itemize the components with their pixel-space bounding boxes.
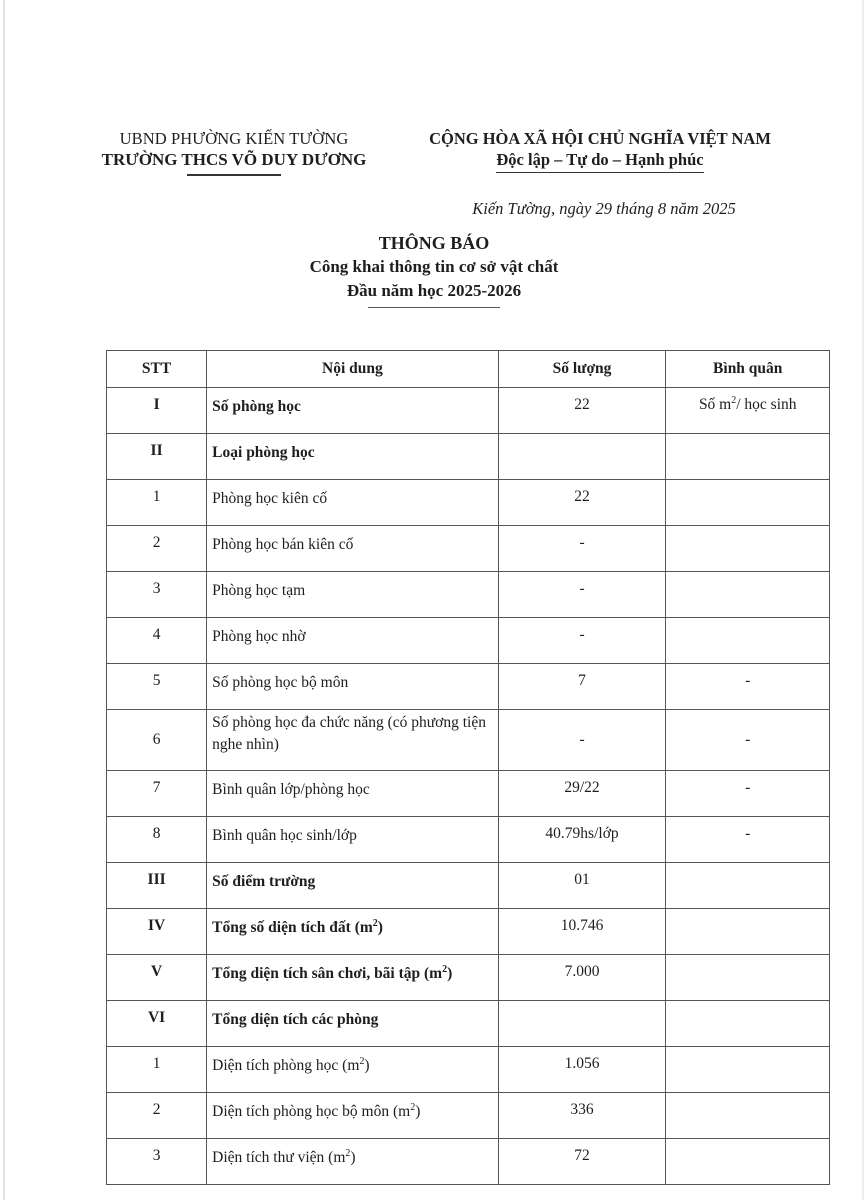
cell-content [207,1001,498,1047]
content-text: Bình quân lớp/phòng học [212,781,370,798]
cell-stt [107,955,207,1001]
cell-stt [107,817,207,863]
cell-quantity [498,1047,666,1093]
school-year: Đầu năm học 2025-2026 [346,281,522,300]
cell-stt [107,480,207,526]
title-underline [368,307,500,308]
unit-superscript: 2 [731,394,737,406]
cell-quantity [498,909,666,955]
stt-text: V [150,963,163,980]
stt-text: 4 [152,626,161,643]
table-row [107,909,830,955]
table-header-row [107,351,830,388]
cell-quantity [498,388,666,434]
cell-content [207,955,498,1001]
cell-stt [107,710,207,771]
table-row [107,1093,830,1139]
cell-quantity [498,1093,666,1139]
unit-superscript: 2 [442,963,448,975]
stt-text: II [150,442,163,459]
cell-quantity [498,572,666,618]
content-text: Loại phòng học [212,444,315,461]
table-row [107,388,830,434]
cell-quantity [498,664,666,710]
content-text: Số phòng học [212,398,301,415]
table-row [107,664,830,710]
cell-stt [107,434,207,480]
cell-quantity [498,526,666,572]
table-row [107,817,830,863]
column-header-content: Nội dung [207,351,498,388]
content-tail: ) [447,965,453,982]
national-motto: Độc lập – Tự do – Hạnh phúc [496,149,703,173]
table-row [107,480,830,526]
content-text: Bình quân học sinh/lớp [212,827,357,844]
content-text: Tổng diện tích sân chơi, bãi tập (m [212,965,443,982]
table-row [107,1047,830,1093]
issuing-authority-block [84,129,384,176]
stt-text: 1 [152,488,161,505]
content-text: Diện tích thư viện (m [212,1149,346,1166]
quantity-text: 40.79hs/lớp [545,825,619,842]
column-header-quantity: Số lượng [498,351,666,388]
cell-content [207,710,498,771]
content-text: Số phòng học đa chức năng (có phương tiện nghe nhìn) [212,714,486,753]
cell-content [207,388,498,434]
cell-average [666,771,830,817]
content-tail: ) [377,919,383,936]
average-text: - [745,825,751,842]
cell-average [666,817,830,863]
cell-quantity [498,480,666,526]
content-text: Phòng học kiên cố [212,490,328,507]
table-body [107,388,830,1185]
quantity-text: 29/22 [564,779,600,796]
cell-content [207,572,498,618]
cell-quantity [498,1139,666,1185]
average-tail: / học sinh [736,396,797,413]
stt-text: 2 [152,1101,161,1118]
quantity-text: 22 [574,396,590,413]
cell-average [666,955,830,1001]
cell-quantity [498,863,666,909]
cell-average [666,480,830,526]
table-row [107,771,830,817]
cell-average [666,388,830,434]
cell-average [666,664,830,710]
quantity-text: - [579,731,585,748]
page-edge-right [862,0,864,1200]
cell-average [666,1139,830,1185]
quantity-text: 72 [574,1147,590,1164]
cell-content [207,817,498,863]
cell-content [207,909,498,955]
cell-content [207,480,498,526]
stt-text: 3 [152,580,161,597]
content-text: Phòng học tạm [212,582,306,599]
cell-average [666,863,830,909]
cell-content [207,771,498,817]
quantity-text: 7.000 [564,963,600,980]
table-row [107,1001,830,1047]
average-text: - [745,779,751,796]
content-text: Tổng số diện tích đất (m [212,919,373,936]
quantity-text: 336 [570,1101,594,1118]
stt-text: IV [147,917,166,934]
stt-text: 1 [152,1055,161,1072]
cell-average [666,1001,830,1047]
cell-stt [107,771,207,817]
average-text: Số m [698,396,732,413]
stt-text: 2 [152,534,161,551]
cell-stt [107,863,207,909]
school-underline [187,174,281,176]
cell-content [207,1139,498,1185]
cell-content [207,664,498,710]
national-header-block [420,129,780,173]
quantity-text: - [579,580,585,597]
content-text: Phòng học nhờ [212,628,306,645]
stt-text: VI [147,1009,166,1026]
content-text: Số phòng học bộ môn [212,674,349,691]
cell-quantity [498,955,666,1001]
cell-content [207,526,498,572]
table-row [107,572,830,618]
column-header-stt: STT [107,351,207,388]
table-row [107,955,830,1001]
cell-quantity [498,771,666,817]
cell-stt [107,572,207,618]
cell-average [666,526,830,572]
cell-stt [107,664,207,710]
content-text: Phòng học bán kiên cố [212,536,354,553]
document-title-block [234,231,634,308]
cell-content [207,434,498,480]
table-row [107,526,830,572]
content-text: Diện tích phòng học bộ môn (m [212,1103,411,1120]
quantity-text: - [579,534,585,551]
table-row [107,1139,830,1185]
school-name: TRƯỜNG THCS VÕ DUY DƯƠNG [101,150,367,169]
cell-stt [107,1093,207,1139]
stt-text: 8 [152,825,161,842]
content-text: Diện tích phòng học (m [212,1057,360,1074]
cell-average [666,909,830,955]
cell-quantity [498,1001,666,1047]
unit-superscript: 2 [359,1055,365,1067]
cell-content [207,618,498,664]
stt-text: 7 [152,779,161,796]
cell-stt [107,909,207,955]
stt-text: 5 [152,672,161,689]
table-row [107,710,830,771]
facilities-table [106,350,830,1185]
content-tail: ) [364,1057,370,1074]
quantity-text: 1.056 [564,1055,600,1072]
cell-average [666,710,830,771]
cell-stt [107,1001,207,1047]
cell-quantity [498,434,666,480]
cell-content [207,1093,498,1139]
cell-average [666,618,830,664]
quantity-text: 22 [574,488,590,505]
cell-stt [107,1047,207,1093]
unit-superscript: 2 [345,1147,351,1159]
national-title: CỘNG HÒA XÃ HỘI CHỦ NGHĨA VIỆT NAM [429,129,771,148]
cell-stt [107,1139,207,1185]
cell-content [207,863,498,909]
cell-stt [107,618,207,664]
average-text: - [745,672,751,689]
document-subheading: Công khai thông tin cơ sở vật chất [309,257,559,276]
content-text: Số điểm trường [212,873,316,890]
content-tail: ) [350,1149,356,1166]
quantity-text: 7 [578,672,586,689]
cell-average [666,1047,830,1093]
table-row [107,618,830,664]
stt-text: 3 [152,1147,161,1164]
column-header-average: Bình quân [666,351,830,388]
cell-average [666,572,830,618]
quantity-text: - [579,626,585,643]
date-line: Kiến Tường, ngày 29 tháng 8 năm 2025 [472,199,736,218]
average-text: - [745,731,751,748]
page-edge-left [3,0,5,1200]
cell-average [666,434,830,480]
cell-quantity [498,710,666,771]
document-heading: THÔNG BÁO [378,233,490,253]
cell-quantity [498,817,666,863]
quantity-text: 10.746 [560,917,604,934]
cell-stt [107,526,207,572]
cell-content [207,1047,498,1093]
content-tail: ) [415,1103,421,1120]
cell-average [666,1093,830,1139]
issuing-organization: UBND PHƯỜNG KIẾN TƯỜNG [119,129,349,148]
content-text: Tổng diện tích các phòng [212,1011,379,1028]
table-row [107,434,830,480]
stt-text: I [153,396,160,413]
unit-superscript: 2 [372,917,378,929]
stt-text: III [147,871,166,888]
cell-quantity [498,618,666,664]
stt-text: 6 [152,731,161,748]
quantity-text: 01 [574,871,590,888]
table-row [107,863,830,909]
cell-stt [107,388,207,434]
unit-superscript: 2 [410,1101,416,1113]
